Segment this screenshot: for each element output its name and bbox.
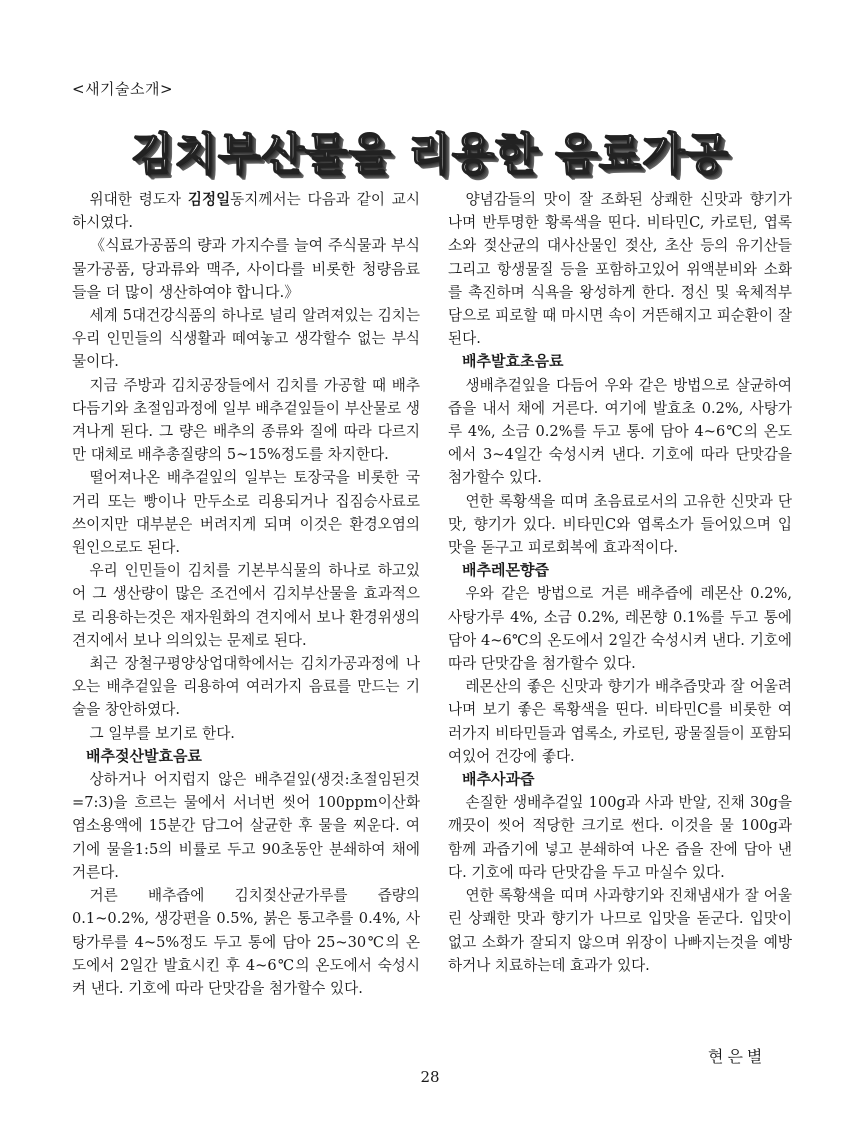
author-name: 현은별 <box>708 1047 767 1066</box>
subheading: 배추젖산발효음료 <box>86 746 202 765</box>
paragraph: 떨어져나온 배추겉잎의 일부는 토장국을 비롯한 국거리 또는 빵이나 만두소로 리용되거나 집짐승사료로 쓰이지만 대부분은 버려지게 되며 이것은 환경오염의 원인으로도 된다. <box>72 469 420 557</box>
article-title: 김치부산물을 리용한 음료가공 <box>130 129 730 180</box>
paragraph: 상하거나 어지럽지 않은 배추겉잎(생것:초절임된것=7:3)을 흐르는 물에서 서너번 씻어 100ppm이산화염소용액에 15분간 담그어 살균한 후 물을 찌운다. 여기에 물을1:5의 비률로 두고 90초동안 분쇄하여 채에 거른다. <box>72 771 420 881</box>
paragraph: 생배추겉잎을 다듬어 우와 같은 방법으로 살균하여 즙을 내서 채에 거른다. 여기에 발효초 0.2%, 사탕가루 4%, 소금 0.2%를 두고 통에 담아 4~6℃의 온도에서 3~4일간 숙성시켜 낸다. 기호에 따라 단맛감을 첨가할수 있다. <box>448 376 792 487</box>
paragraph: 우와 같은 방법으로 거른 배추즙에 레몬산 0.2%, 사탕가루 4%, 소금 0.2%, 레몬향 0.1%를 두고 통에 담아 4~6℃의 온도에서 2일간 숙성시켜 낸다. 기호에 따라 단맛감을 첨가할수 있다. <box>448 585 792 673</box>
leader-name: 김정일 <box>187 191 231 208</box>
paragraph: 연한 록황색을 띠며 사과향기와 진채냄새가 잘 어울린 상쾌한 맛과 향기가 나므로 입맛을 돋군다. 입맛이 없고 소화가 잘되지 않으며 위장이 나빠지는것을 예방하거나 치료하는데 효과가 있다. <box>448 887 792 974</box>
paragraph-text: 동지께서는 다음과 같이 교시하시였다. <box>72 191 420 232</box>
paragraph: 우리 인민들이 김치를 기본부식물의 하나로 하고있어 그 생산량이 많은 조건에서 김치부산물을 효과적으로 리용하는것은 재자원화의 견지에서 보나 환경위생의 견지에서 보나 의의있는 문제로 된다. <box>72 562 420 649</box>
subheading: 배추레몬향즙 <box>462 561 549 580</box>
paragraph: 거른 배추즙에 김치젖산균가루를 즙량의 0.1~0.2%, 생강편을 0.5%, 붉은 통고추를 0.4%, 사탕가루를 4~5%정도 두고 통에 담아 25~30℃의 온도에서 2일간 발효시킨 후 4~6℃의 온도에서 숙성시켜 낸다. 기호에 따라 단맛감을 첨가할수 있다. <box>72 887 420 997</box>
page-number: 28 <box>420 1068 440 1086</box>
subheading: 배추발효초음료 <box>462 352 564 371</box>
paragraph-text: 위대한 령도자 <box>89 191 188 208</box>
paragraph: 손질한 생배추겉잎 100g과 사과 반알, 진채 30g을 깨끗이 씻어 적당한 크기로 썬다. 이것을 물 100g과 함께 과즙기에 넣고 분쇄하여 나온 즙을 잔에 담아 낸다. 기호에 따라 단맛감을 두고 마실수 있다. <box>448 794 792 881</box>
paragraph: 최근 장철구평양상업대학에서는 김치가공과정에 나오는 배추겉잎을 리용하여 여러가지 음료를 만드는 기술을 창안하였다. <box>72 655 420 719</box>
right-column <box>448 188 792 977</box>
paragraph: 세계 5대건강식품의 하나로 널리 알려져있는 김치는 우리 인민들의 식생활과 떼여놓고 생각할수 없는 부식물이다. <box>72 307 420 371</box>
section-tag: <새기술소개> <box>72 80 174 98</box>
paragraph: 지금 주방과 김치공장들에서 김치를 가공할 때 배추다듬기와 초절임과정에 일부 배추겉잎들이 부산물로 생겨나게 된다. 그 량은 배추의 종류와 질에 따라 다르지만 대체로 배추총질량의 5~15%정도를 차지한다. <box>72 376 420 464</box>
title-container <box>0 118 860 182</box>
paragraph <box>72 188 420 234</box>
left-column <box>72 188 420 1000</box>
paragraph: 레몬산의 좋은 신맛과 향기가 배추즙맛과 잘 어울려 나며 보기 좋은 록황색을 띤다. 비타민C를 비롯한 여러가지 비타민들과 엽록소, 카로틴, 광물질들이 포함되여있어 건강에 좋다. <box>448 678 792 765</box>
paragraph: 그 일부를 보기로 한다. <box>89 724 235 742</box>
paragraph: 양념감들의 맛이 잘 조화된 상쾌한 신맛과 향기가 나며 반투명한 황록색을 띤다. 비타민C, 카로틴, 엽록소와 젖산균의 대사산물인 젖산, 초산 등의 유기산들 그리고 항생물질 등을 포함하고있어 위액분비와 소화를 촉진하며 식욕을 왕성하게 한다. 정신 및 육체적부담으로 피로할 때 마시면 속이 거뜬해지고 피순환이 잘된다. <box>448 191 792 348</box>
paragraph: 연한 록황색을 띠며 초음료로서의 고유한 신맛과 단맛, 향기가 있다. 비타민C와 엽록소가 들어있으며 입맛을 돋구고 피로회복에 효과적이다. <box>448 492 792 557</box>
quote: 《식료가공품의 량과 가지수를 늘여 주식물과 부식물가공품, 당과류와 맥주, 사이다를 비롯한 청량음료들을 더 많이 생산하여야 합니다.》 <box>72 236 420 301</box>
subheading: 배추사과즙 <box>462 770 535 789</box>
